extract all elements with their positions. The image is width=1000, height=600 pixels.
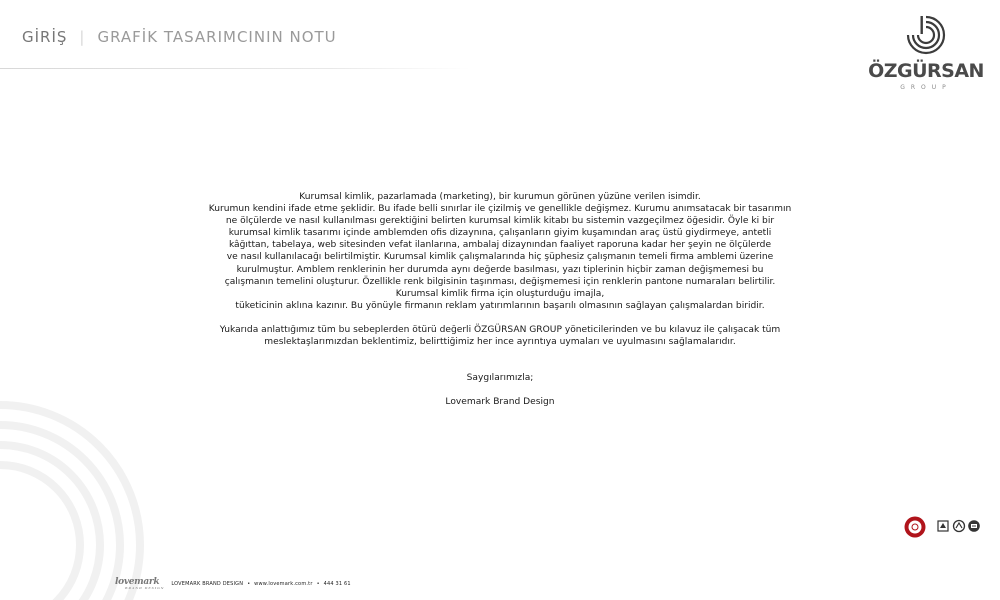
closing-line: Saygılarımızla; bbox=[466, 373, 534, 384]
signature: Lovemark Brand Design bbox=[445, 397, 555, 408]
logo-subline: GROUP bbox=[900, 84, 952, 91]
text-line: Kurumsal kimlik firma için oluşturduğu imajla, bbox=[395, 288, 605, 299]
text-line: meslektaşlarımızdan beklentimiz, belirttiğimiz her ince ayrıntıya uymaları ve uyulmasını sağlamalarıdır. bbox=[264, 337, 736, 348]
section-title: GİRİŞ bbox=[22, 28, 68, 46]
footer-phone: 444 31 61 bbox=[323, 581, 351, 587]
footer-bullet: • bbox=[247, 581, 251, 587]
spacer bbox=[200, 312, 800, 324]
spacer bbox=[200, 348, 800, 372]
certification-icons bbox=[937, 519, 981, 533]
footer-company: LOVEMARK BRAND DESIGN bbox=[171, 581, 244, 587]
text-line: Kurumsal kimlik, pazarlamada (marketing), bir kurumun görünen yüzüne verilen isimdir. bbox=[299, 192, 701, 202]
paragraph-1 bbox=[200, 191, 800, 312]
brand-logo bbox=[868, 14, 984, 96]
footer-website: www.lovemark.com.tr bbox=[254, 581, 313, 587]
text-line: kurumsal kimlik tasarımı içinde amblemden ofis dizaynına, çalışanların giyim kuşamından araç üstü giydirmeye, antetli bbox=[228, 228, 772, 239]
page-subtitle: GRAFİK TASARIMCININ NOTU bbox=[97, 28, 337, 46]
footer-logo-text: lovemark bbox=[115, 577, 160, 587]
text-line: ne ölçülerde ve nasıl kullanılması gerektiğini belirten kurumsal kimlik kitabı bu sistemin vazgeçilmez öğesidir. Öyle ki bir bbox=[225, 216, 775, 227]
text-line: kurulmuştur. Amblem renklerinin her durumda aynı değerde basılması, yazı tiplerinin hiçbir zaman değişmemesi bu bbox=[236, 264, 764, 275]
spacer bbox=[200, 384, 800, 396]
designer-note bbox=[200, 191, 800, 408]
logo-wordmark: ÖZGÜRSAN bbox=[868, 60, 984, 82]
text-line: Yukarıda anlattığımız tüm bu sebeplerden ötürü değerli ÖZGÜRSAN GROUP yöneticilerinden ve bu kılavuz ile çalışacak tüm bbox=[219, 324, 781, 335]
text-line: çalışmanın temelini oluşturur. Özellikle renk bilgisinin taşınması, değişmemesi için renklerin pantone numaraları belirtilir. bbox=[224, 276, 776, 287]
footer-logo bbox=[115, 577, 165, 590]
text-line: tüketicinin aklına kazınır. Bu yönüyle firmanın reklam yatırımlarının başarılı olmasının sağlayan çalışmalardan biridir. bbox=[235, 300, 765, 311]
award-badge-icon bbox=[904, 516, 926, 538]
watermark-logo-icon bbox=[0, 395, 150, 600]
footer-logo-sub: BRAND DESIGN bbox=[125, 586, 165, 590]
text-line: ve nasıl kullanılacağı belirtilmiştir. Kurumsal kimlik çalışmalarında hiç şüphesiz çalışmanın temeli firma amblemi üzerine bbox=[226, 252, 774, 263]
text-line: Kurumun kendini ifade etme şeklidir. Bu ifade belli sınırlar ile çizilmiş ve genellikle değişmez. Kurumu anımsatacak bir tasarımın bbox=[208, 204, 792, 215]
text-line: kâğıttan, tabelaya, web sitesinden vefat ilanlarına, ambalaj dizaynından faaliyet raporuna kadar her şeyin ne ölçülerde bbox=[228, 240, 772, 251]
certificate-icon bbox=[967, 519, 981, 533]
globe-icon bbox=[952, 519, 966, 533]
ozgursan-mark-icon bbox=[906, 14, 946, 56]
page-header bbox=[22, 26, 337, 48]
footer-bullet: • bbox=[316, 581, 320, 587]
paragraph-2 bbox=[200, 324, 800, 348]
page-footer bbox=[115, 577, 351, 591]
recycle-icon bbox=[937, 519, 951, 533]
header-separator: | bbox=[79, 28, 86, 46]
header-divider bbox=[0, 68, 470, 69]
